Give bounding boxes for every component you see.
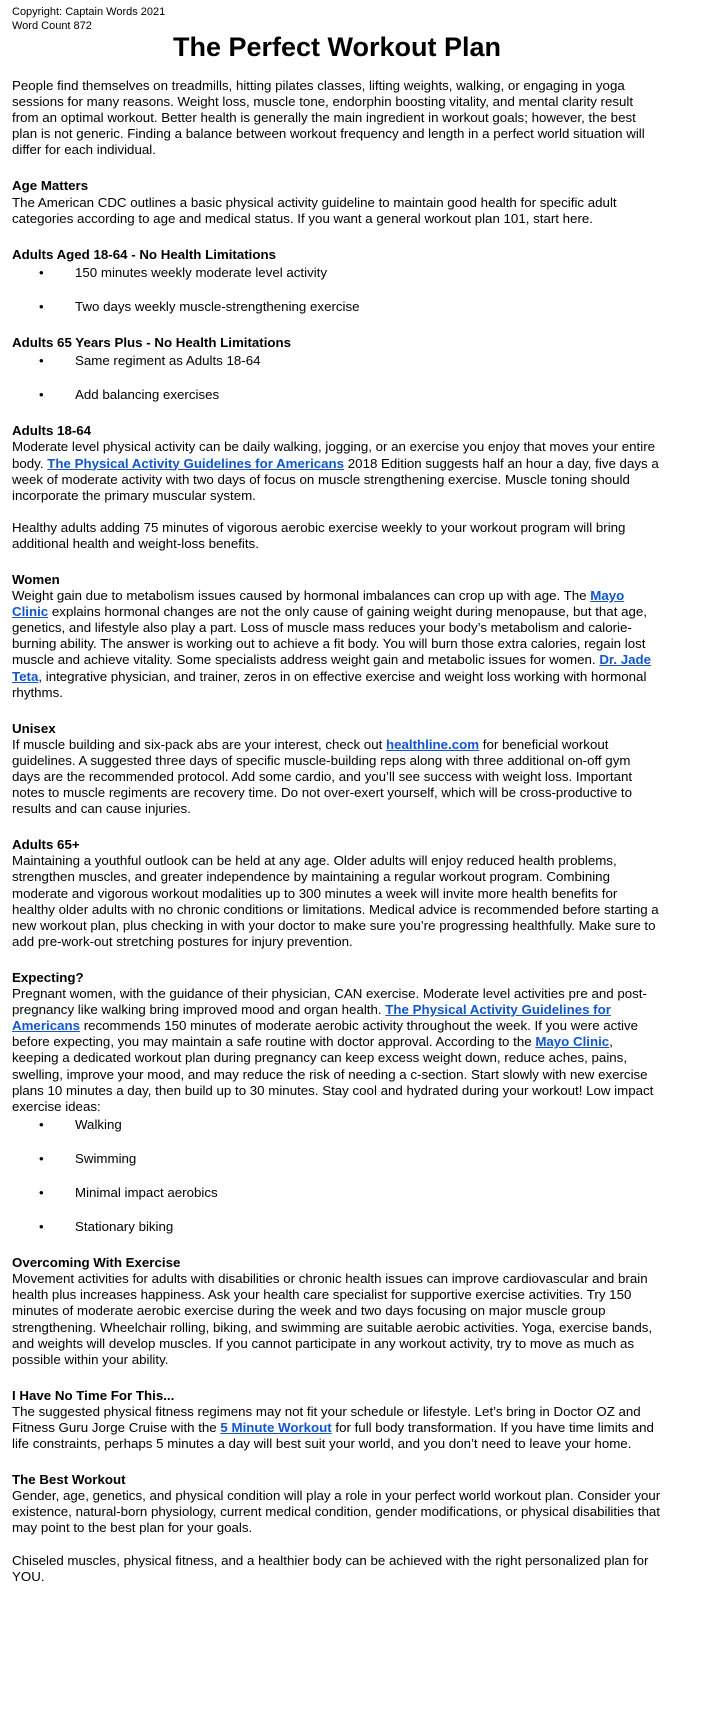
document-meta [12, 6, 662, 33]
text-run: People find themselves on treadmills, hitting pilates classes, lifting weights, walking, or engaging in yoga sessions for many reasons. Weight loss, muscle tone, endorphin boosting vitality, and mental clarity result from an optimal workout. Better health is generally the main ingredient in workout goals; however, the best plan is not generic. Finding a balance between workout frequency and length in a perfect world situation will differ for each individual. [12, 78, 645, 158]
section-heading: Adults Aged 18-64 - No Health Limitations [12, 246, 276, 262]
text-run: for full body transformation. If you have time limits and life constraints, perhaps 5 minutes a day will best suit your world, and you don’t need to leave your home. [12, 1420, 654, 1452]
bullet-item [12, 1151, 662, 1167]
bullet-icon: • [39, 1150, 44, 1166]
paragraph [12, 520, 662, 552]
word-count-line: Word Count 872 [12, 19, 92, 32]
document-header [12, 6, 662, 62]
bullet-icon: • [39, 353, 44, 369]
section-heading: Women [12, 571, 60, 587]
bullet-list [12, 265, 662, 315]
section-heading: Adults 18-64 [12, 423, 92, 439]
paragraph [12, 78, 662, 158]
section-heading: Overcoming With Exercise [12, 1255, 181, 1271]
text-run: Healthy adults adding 75 minutes of vigorous aerobic exercise weekly to your workout program will bring additional health and weight-loss benefits. [12, 519, 626, 551]
text-run: If muscle building and six-pack abs are your interest, check out [12, 736, 386, 752]
paragraph [12, 1488, 662, 1536]
page-title: The Perfect Workout Plan [172, 32, 502, 62]
paragraph [12, 986, 662, 1115]
text-run: Movement activities for adults with disabilities or chronic health issues can improve cardiovascular and brain health plus increases happiness. Ask your health care specialist for supportive exercise activities. Try 150 minutes of moderate aerobic exercise during the week and two days focusing on major muscle group strengthening. Wheelchair rolling, biking, and swimming are suitable aerobic activities. Yoga, exercise bands, and weights will develop muscles. If you cannot participate in any workout activity, try to move as much as possible within your ability. [12, 1271, 653, 1367]
section-heading: I Have No Time For This... [12, 1387, 175, 1403]
section-heading: Age Matters [12, 178, 89, 194]
paragraph [12, 439, 662, 503]
text-run: recommends 150 minutes of moderate aerobic activity throughout the week. If you were active before expecting, you may maintain a safe routine with doctor approval. According to the [12, 1018, 639, 1050]
bullet-icon: • [39, 1116, 44, 1132]
text-link[interactable]: 5 Minute Workout [220, 1420, 332, 1435]
bullet-item [12, 353, 662, 369]
bullet-text: Two days weekly muscle-strengthening exercise [75, 298, 360, 314]
paragraph [12, 853, 662, 950]
section-heading: Expecting? [12, 969, 84, 985]
bullet-list [12, 1117, 662, 1235]
bullet-text: Minimal impact aerobics [75, 1184, 218, 1200]
paragraph [12, 195, 662, 227]
text-run: Pregnant women, with the guidance of their physician, CAN exercise. Moderate level activities pre and post-pregnancy like walking bring improved mood and organ health. [12, 986, 647, 1018]
text-run: , integrative physician, and trainer, zeros in on effective exercise and weight loss working with hormonal rhythms. [12, 668, 647, 700]
bullet-text: Walking [75, 1116, 122, 1132]
bullet-icon: • [39, 298, 44, 314]
text-link[interactable]: The Physical Activity Guidelines for Americans [12, 1002, 611, 1034]
bullet-item [12, 299, 662, 315]
bullet-item [12, 265, 662, 281]
text-link[interactable]: The Physical Activity Guidelines for Americans [47, 455, 345, 471]
bullet-icon: • [39, 1184, 44, 1200]
paragraph [12, 737, 662, 817]
bullet-text: Add balancing exercises [75, 387, 220, 403]
text-run: The American CDC outlines a basic physical activity guideline to maintain good health for specific adult categories according to age and medical status. If you want a general workout plan 101, start here. [12, 194, 617, 226]
section-heading: The Best Workout [12, 1472, 126, 1488]
text-run: The suggested physical fitness regimens may not fit your schedule or lifestyle. Let’s bring in Doctor OZ and Fitness Guru Jorge Cruise with the [12, 1403, 641, 1435]
text-link[interactable]: healthline.com [385, 736, 480, 752]
paragraph [12, 1404, 662, 1452]
text-run: Moderate level physical activity can be daily walking, jogging, or an exercise you enjoy that moves your entire body. [12, 439, 656, 471]
paragraph [12, 1271, 662, 1368]
text-run: 2018 Edition suggests half an hour a day, five days a week of moderate activity with two days of focus on muscle strengthening exercise. Muscle toning should incorporate the primary muscular system. [12, 455, 659, 503]
bullet-text: Same regiment as Adults 18-64 [75, 353, 261, 369]
bullet-item [12, 387, 662, 403]
text-link[interactable]: Dr. Jade Teta [12, 652, 652, 684]
text-run: Maintaining a youthful outlook can be held at any age. Older adults will enjoy reduced health problems, strengthen muscles, and greater independence by maintaining a regular workout program. Combining moderate and vigorous workout modalities up to 300 minutes a week will invite more health benefits for healthy older adults with no chronic conditions or limitations. Medical advice is recommended before starting a new workout plan, plus checking in with your doctor to make sure you’re progressing healthfully. Make sure to add pre-work-out stretching postures for injury prevention. [12, 853, 659, 949]
paragraph [12, 588, 662, 701]
bullet-list [12, 353, 662, 403]
bullet-text: Swimming [75, 1150, 137, 1166]
text-run: Gender, age, genetics, and physical condition will play a role in your perfect world workout plan. Consider your existence, natural-born physiology, current medical condition, gender modifications, or physical disabilities that may point to the best plan for your goals. [12, 1488, 661, 1536]
bullet-icon: • [39, 387, 44, 403]
copyright-line: Copyright: Captain Words 2021 [12, 6, 166, 18]
section-heading: Adults 65 Years Plus - No Health Limitations [12, 335, 292, 351]
section-heading: Adults 65+ [12, 837, 80, 853]
bullet-item [12, 1219, 662, 1235]
text-run: for beneficial workout guidelines. A suggested three days of specific muscle-building reps along with three additional on-off gym days are the recommended protocol. Add some cardio, and you’ll see success with weight loss. Important notes to muscle regiments are recovery time. Do not over-exert yourself, which will be cross-productive to results and can cause injuries. [12, 736, 633, 817]
bullet-icon: • [39, 1219, 44, 1235]
bullet-text: 150 minutes weekly moderate level activity [75, 264, 328, 280]
bullet-item [12, 1185, 662, 1201]
section-heading: Unisex [12, 720, 56, 736]
text-run: Weight gain due to metabolism issues caused by hormonal imbalances can crop up with age. The [12, 588, 591, 604]
paragraph [12, 1553, 662, 1585]
text-link[interactable]: Mayo Clinic [12, 588, 625, 620]
bullet-item [12, 1117, 662, 1133]
text-link[interactable]: Mayo Clinic [535, 1034, 610, 1050]
text-run: explains hormonal changes are not the only cause of gaining weight during menopause, but that age, genetics, and lifestyle also play a part. Loss of muscle mass reduces your body’s metabolism and calorie-burning ability. The answer is working out to achieve a fit body. You will burn those extra calories, regain lost muscle and achieve vitality. Some specialists address weight gain and metabolic issues for women. [12, 604, 647, 668]
bullet-icon: • [39, 264, 44, 280]
text-run: Chiseled muscles, physical fitness, and a healthier body can be achieved with the right personalized plan for YOU. [12, 1552, 649, 1584]
document-body [12, 78, 662, 1585]
text-run: , keeping a dedicated workout plan during pregnancy can keep excess weight down, reduce aches, pains, swelling, improve your mood, and may reduce the risk of needing a c-section. Start slowly with new exercise plans 10 minutes a day, then build up to 30 minutes. Stay cool and hydrated during your workout! Low impact exercise ideas: [12, 1034, 654, 1114]
bullet-text: Stationary biking [75, 1219, 174, 1235]
